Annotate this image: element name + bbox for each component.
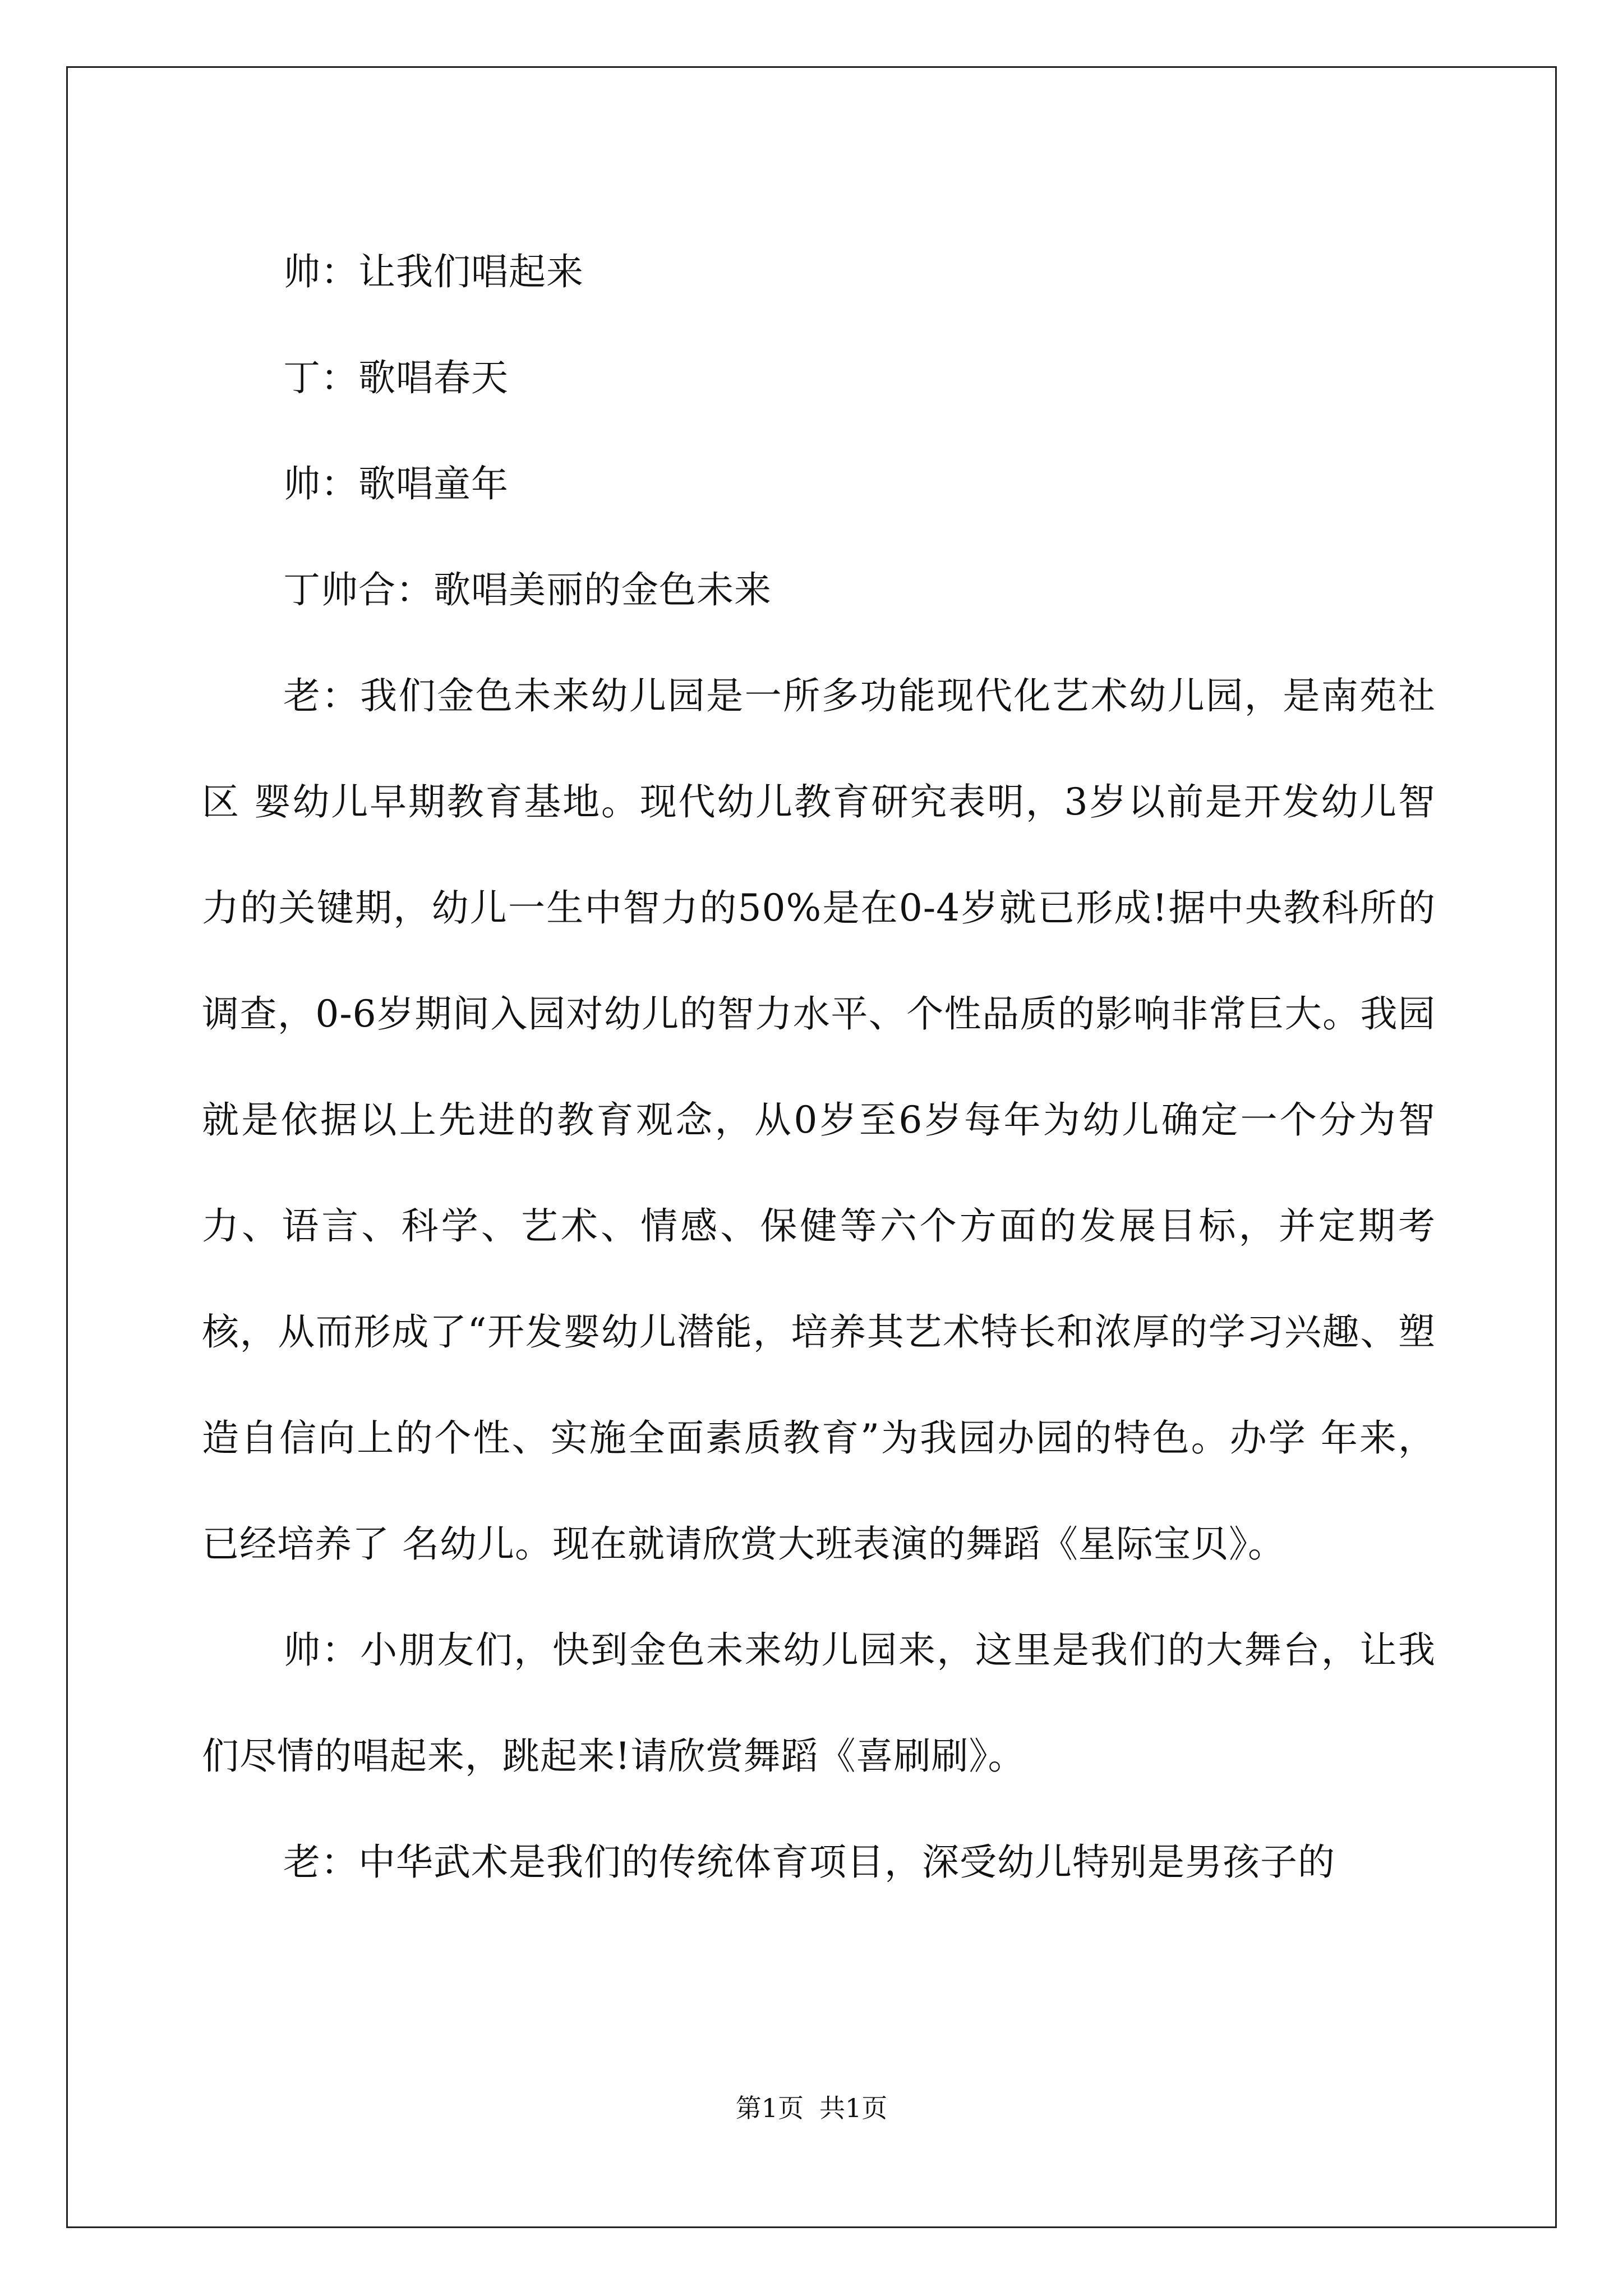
page-number: 第1页 <box>735 2093 804 2123</box>
paragraph-together: 丁帅合：歌唱美丽的金色未来 <box>283 568 772 611</box>
paragraph-teacher-wushu: 老：中华武术是我们的传统体育项目，深受幼儿特别是男孩子的 <box>283 1841 1335 1884</box>
paragraph-ding-1: 丁：歌唱春天 <box>283 356 509 399</box>
page-total: 共1页 <box>819 2093 888 2123</box>
paragraph-shuai-2: 帅：歌唱童年 <box>283 462 509 505</box>
paragraph-teacher-intro: 老：我们金色未来幼儿园是一所多功能现代化艺术幼儿园，是南苑社区 婴幼儿早期教育基地。现代幼儿教育研究表明，3岁以前是开发幼儿智力的关键期，幼儿一生中智力的50%是在0-4岁就已形成!据中央教科所的调查，0-6岁期间入园对幼儿的智力水平、个性品质的影响非常巨大。我园就是依据以上先进的教育观念，从0岁至6岁每年为幼儿确定一个分为智力、语言、科学、艺术、情感、保健等六个方面的发展目标，并定期考核，从而形成了“开发婴幼儿潜能，培养其艺术特长和浓厚的学习兴趣、塑造自信向上的个性、实施全面素质教育”为我园办园的特色。办学 年来，已经培养了 名幼儿。现在就请欣赏大班表演的舞蹈《星际宝贝》。 <box>202 674 1436 1566</box>
document-body <box>202 219 1436 1915</box>
paragraph-shuai-3: 帅：小朋友们，快到金色未来幼儿园来，这里是我们的大舞台，让我们尽情的唱起来，跳起来!请欣赏舞蹈《喜刷刷》。 <box>202 1628 1436 1778</box>
page-footer <box>0 2088 1623 2125</box>
paragraph-shuai-1: 帅：让我们唱起来 <box>283 250 584 293</box>
